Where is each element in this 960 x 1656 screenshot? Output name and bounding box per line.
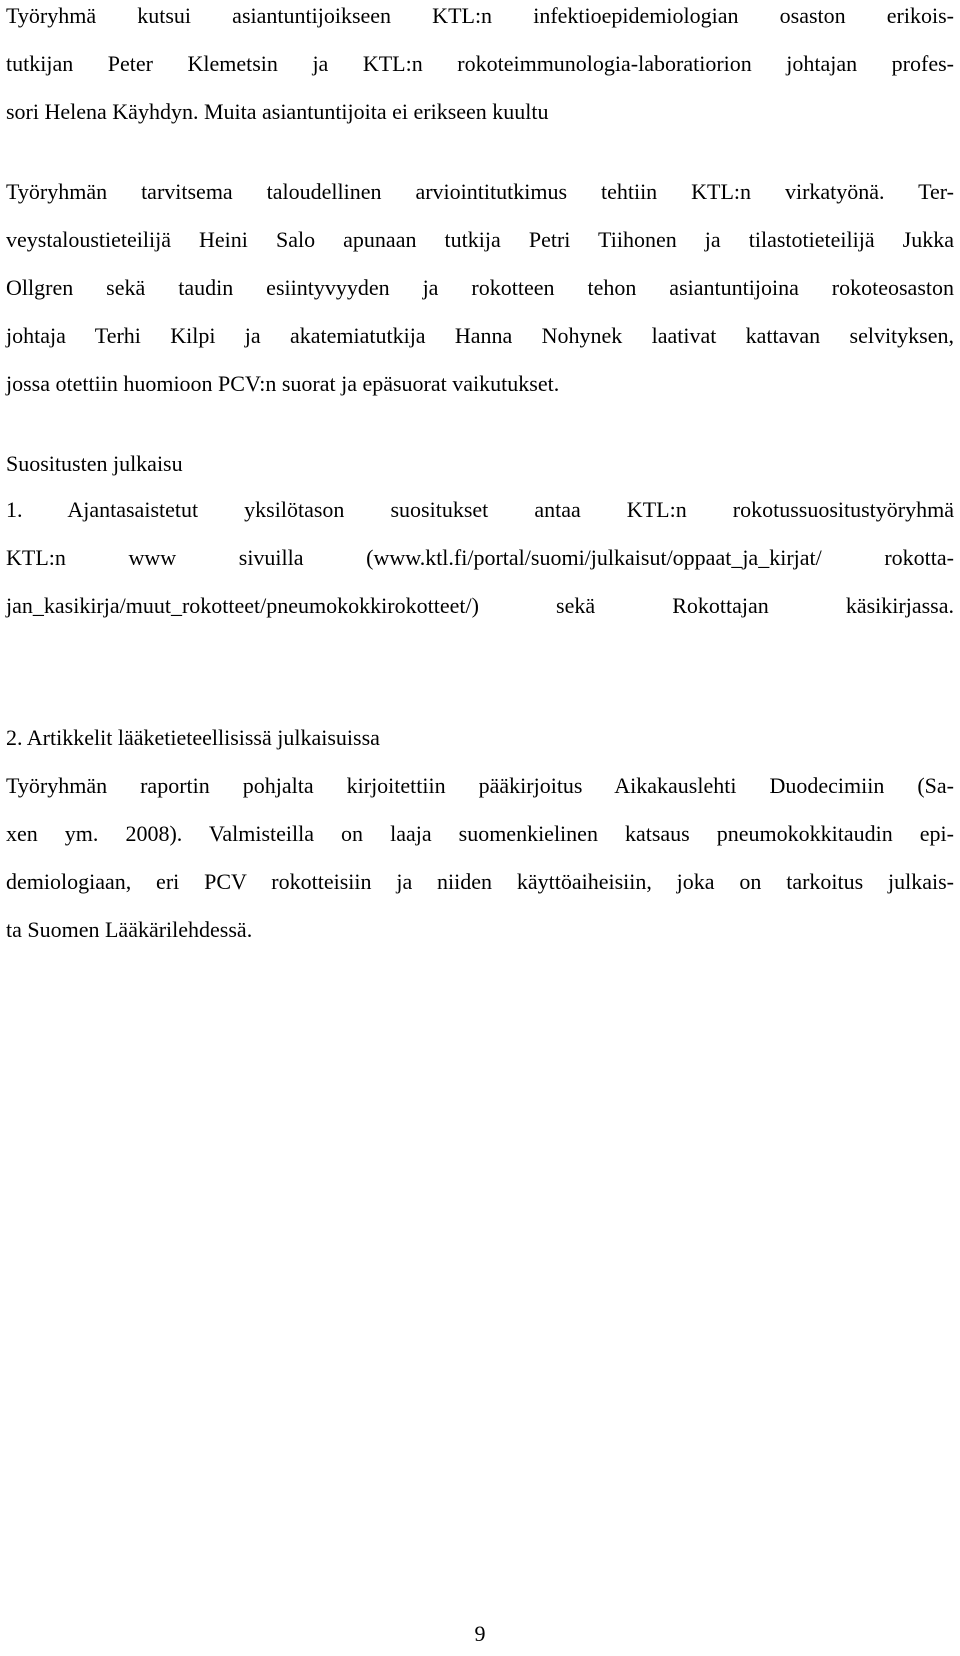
- item-2-line-1: Työryhmän raportin pohjalta kirjoitettiin pääkirjoitus Aikakauslehti Duodecimiin (Sa-: [6, 773, 954, 798]
- item-2-line-2: xen ym. 2008). Valmisteilla on laaja suomenkielinen katsaus pneumokokkitaudin epi-: [6, 821, 954, 846]
- item-2-line-3: demiologiaan, eri PCV rokotteisiin ja niiden käyttöaiheisiin, joka on tarkoitus julkais-: [6, 869, 954, 894]
- paragraph-2-line-3: Ollgren sekä taudin esiintyvyyden ja rokotteen tehon asiantuntijoina rokoteosaston: [6, 275, 954, 300]
- page-number: 9: [474, 1621, 486, 1646]
- paragraph-2-line-1: Työryhmän tarvitsema taloudellinen arviointitutkimus tehtiin KTL:n virkatyönä. Ter-: [6, 179, 954, 204]
- section-heading-publication: Suositusten julkaisu: [6, 451, 183, 476]
- item-1-line-1: 1. Ajantasaistetut yksilötason suositukset antaa KTL:n rokotussuositustyöryhmä: [6, 497, 954, 522]
- paragraph-1-line-1: Työryhmä kutsui asiantuntijoikseen KTL:n infektioepidemiologian osaston erikois-: [6, 3, 954, 28]
- item-1-line-2: KTL:n www sivuilla (www.ktl.fi/portal/suomi/julkaisut/oppaat_ja_kirjat/ rokotta-: [6, 545, 954, 570]
- paragraph-1-line-2: tutkijan Peter Klemetsin ja KTL:n rokoteimmunologia-laboratiorion johtajan profes-: [6, 51, 954, 76]
- paragraph-2-line-2: veystaloustieteilijä Heini Salo apunaan tutkija Petri Tiihonen ja tilastotieteilijä Jukka: [6, 227, 954, 252]
- paragraph-2-line-5: jossa otettiin huomioon PCV:n suorat ja epäsuorat vaikutukset.: [6, 371, 560, 396]
- item-2-heading: 2. Artikkelit lääketieteellisissä julkaisuissa: [6, 725, 380, 750]
- paragraph-1-line-3: sori Helena Käyhdyn. Muita asiantuntijoita ei erikseen kuultu: [6, 99, 549, 124]
- item-2-line-4: ta Suomen Lääkärilehdessä.: [6, 917, 253, 942]
- paragraph-2-line-4: johtaja Terhi Kilpi ja akatemiatutkija Hanna Nohynek laativat kattavan selvityksen,: [6, 323, 954, 348]
- item-1-line-3: jan_kasikirja/muut_rokotteet/pneumokokkirokotteet/) sekä Rokottajan käsikirjassa.: [6, 593, 954, 618]
